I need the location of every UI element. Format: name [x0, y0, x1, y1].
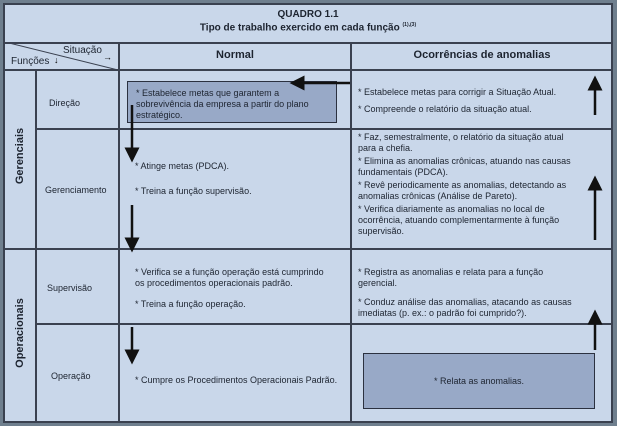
cell-text: * Verifica diariamente as anomalias no local de ocorrência, atuando complementarmente à função supervisão.: [358, 204, 560, 236]
cell-text: * Verifica se a função operação está cumprindo os procedimentos operacionais padrão.: [135, 267, 324, 288]
subtitle-text: Tipo de trabalho exercido em cada função: [199, 22, 400, 34]
cell-text: * Registra as anomalias e relata para a função gerencial.: [358, 267, 544, 288]
cell-text: * Treina a função supervisão.: [135, 186, 252, 196]
subtitle-note: (1),(3): [402, 22, 417, 28]
corner-situacao: Situação: [63, 45, 102, 56]
corner-funcoes: Funções: [11, 56, 50, 67]
group-gerenciais: Gerenciais: [14, 127, 26, 185]
cell-text: * Compreende o relatório da situação atual.: [358, 104, 532, 114]
arrow-right-icon: →: [103, 52, 112, 62]
arrow-down-icon: ↓: [54, 55, 59, 65]
quadro-table: [3, 3, 613, 423]
table-title: QUADRO 1.1: [277, 9, 339, 20]
row-label-gerenciamento: Gerenciamento: [45, 185, 107, 195]
col-normal: Normal: [216, 49, 254, 61]
cell-text: * Elimina as anomalias crônicas, atuando nas causas fundamentais (PDCA).: [358, 156, 571, 177]
col-anomalias: Ocorrências de anomalias: [413, 49, 551, 61]
row-label-supervisao: Supervisão: [47, 283, 93, 293]
cell-text: * Atinge metas (PDCA).: [135, 161, 230, 171]
cell-text: * Estabelece metas para corrigir a Situação Atual.: [358, 87, 557, 97]
group-operacionais: Operacionais: [14, 298, 26, 368]
cell-text: * Revê periodicamente as anomalias, detectando as anomalias crônicas (Análise de Pareto).: [358, 180, 567, 201]
cell-text: * Estabelece metas que garantem a sobrevivência da empresa a partir do plano estratégico.: [136, 88, 309, 120]
cell-text: * Treina a função operação.: [135, 299, 246, 309]
flow-arrows: [5, 5, 615, 425]
cell-text: * Faz, semestralmente, o relatório da situação atual para a chefia.: [358, 132, 564, 153]
row-label-operacao: Operação: [51, 371, 91, 381]
cell-text: * Cumpre os Procedimentos Operacionais Padrão.: [135, 375, 338, 385]
row-label-direcao: Direção: [49, 98, 81, 108]
cell-text: * Conduz análise das anomalias, atacando as causas imediatas (p. ex.: o padrão foi cumprido?).: [358, 297, 572, 318]
cell-text: * Relata as anomalias.: [433, 376, 525, 386]
